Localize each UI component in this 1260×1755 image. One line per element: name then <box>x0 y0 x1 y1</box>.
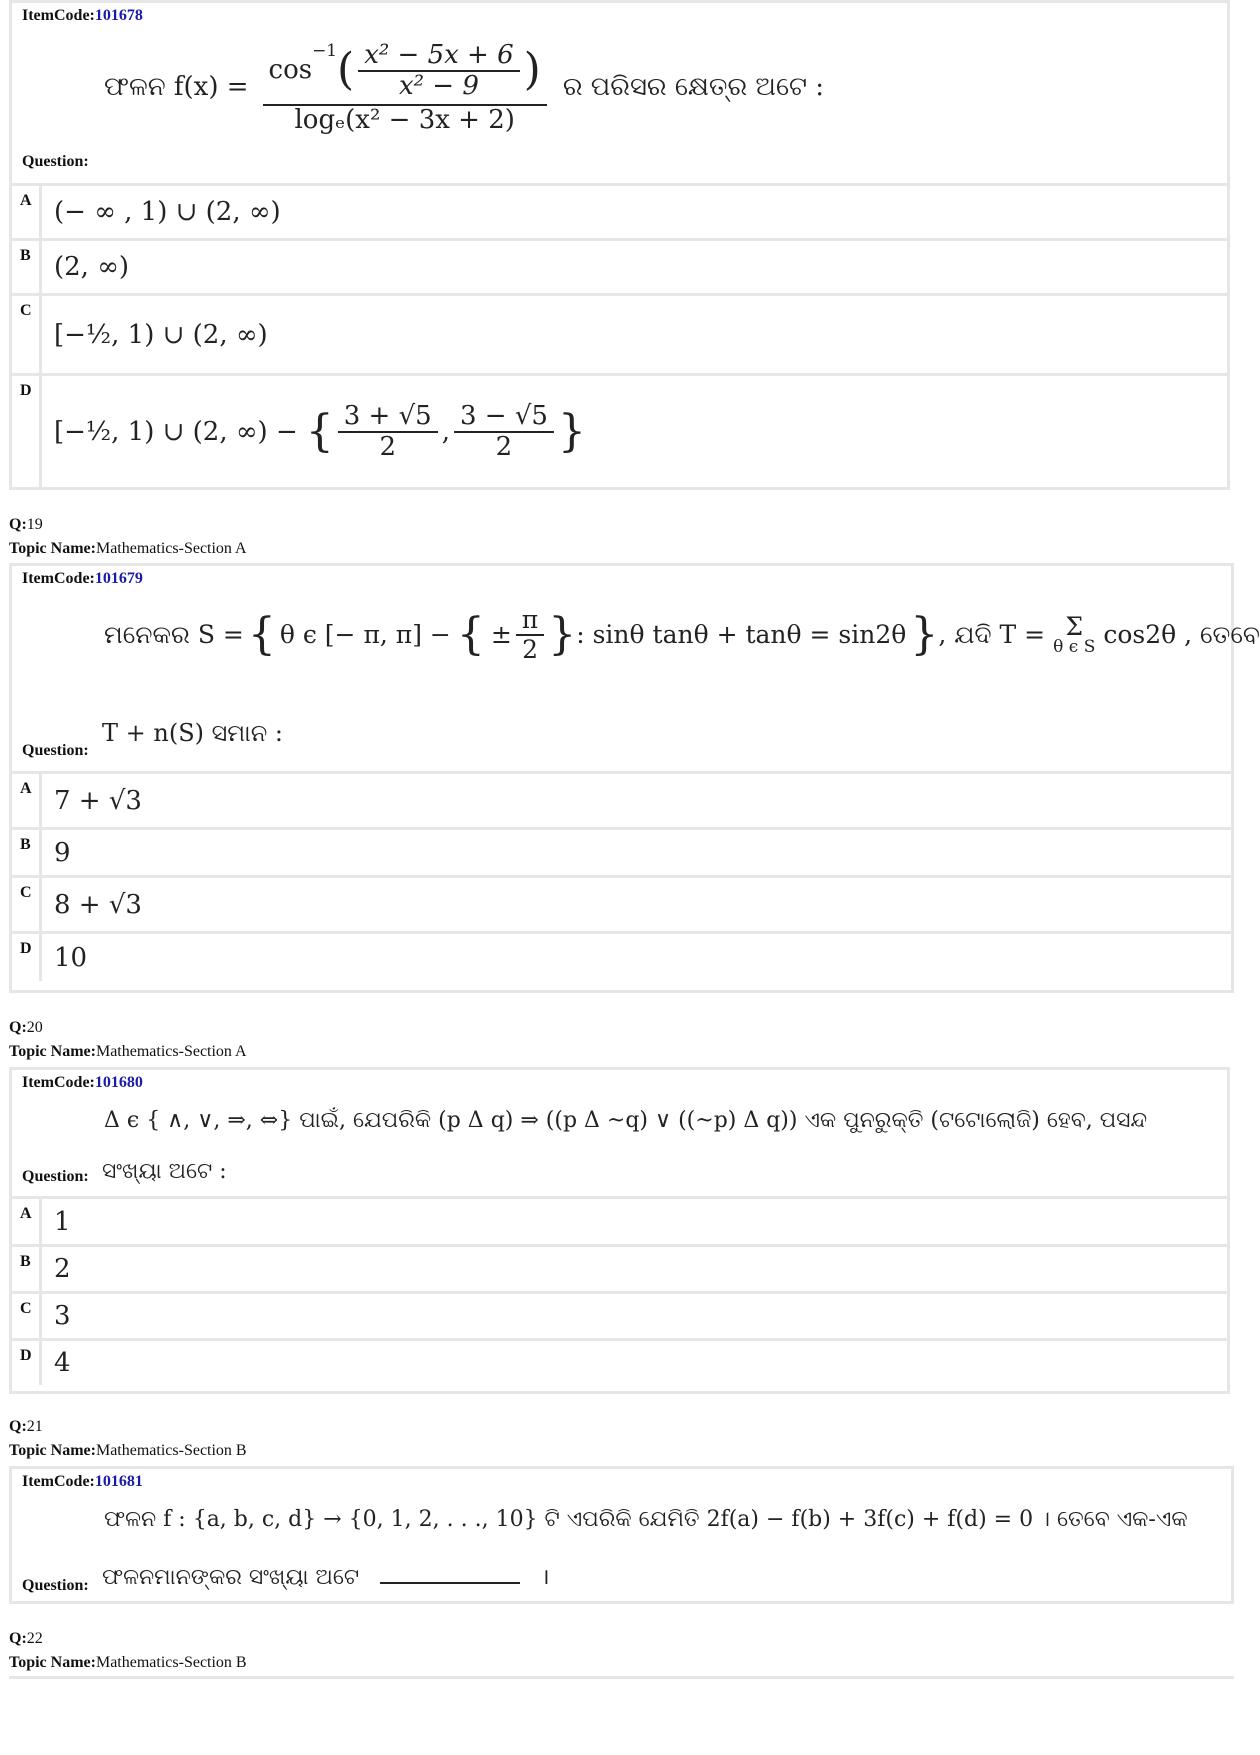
line1-d: : sinθ tanθ + tanθ = sin2θ <box>576 620 907 649</box>
topic-value: Mathematics-Section B <box>95 1654 247 1671</box>
q-number: 21 <box>26 1418 43 1435</box>
line1-c: ± <box>490 620 512 649</box>
q-label: Q: <box>9 516 27 533</box>
question-line-1 <box>104 606 1260 663</box>
line2-end: । <box>541 1565 550 1590</box>
option-letter: D <box>12 376 42 487</box>
q-number: 19 <box>26 516 43 533</box>
fraction-1-den: 2 <box>379 431 396 462</box>
left-brace: { <box>247 609 276 660</box>
question-label: Question: <box>22 153 89 170</box>
question-line-2: T + n(S) ସମାନ : <box>102 719 283 747</box>
item-code-value: 101679 <box>94 570 143 587</box>
option-d[interactable] <box>12 373 1227 487</box>
line1-a: ମନେକର S = <box>104 619 244 649</box>
topic-value: Mathematics-Section B <box>95 1442 247 1459</box>
q-label: Q: <box>9 1630 27 1647</box>
question-line-2: ସଂଖ୍ୟା ଅଟେ : <box>102 1159 227 1184</box>
item-code-value: 101681 <box>94 1473 143 1490</box>
option-text: [−½, 1) ∪ (2, ∞) <box>54 319 268 350</box>
question-line-2 <box>102 1561 550 1591</box>
option-letter: B <box>12 830 42 875</box>
item-code-value: 101678 <box>94 7 143 24</box>
main-fraction-denominator: logₑ(x² − 3x + 2) <box>294 105 515 136</box>
option-a[interactable] <box>12 183 1227 238</box>
q-number: 20 <box>26 1019 43 1036</box>
question-number <box>9 516 43 534</box>
option-text: 4 <box>54 1348 71 1378</box>
option-text: 8 + √3 <box>54 889 142 920</box>
answer-blank <box>380 1582 520 1584</box>
right-brace: } <box>557 406 586 457</box>
option-c[interactable] <box>12 1291 1227 1338</box>
fraction-1-num: 3 + √5 <box>338 402 438 433</box>
option-text: 7 + √3 <box>54 785 142 816</box>
question-number <box>9 1019 43 1037</box>
inner-right-brace: } <box>548 609 577 660</box>
option-text: (2, ∞) <box>54 252 130 282</box>
pi-num: π <box>516 606 544 636</box>
option-b[interactable] <box>12 1244 1227 1291</box>
sum-symbol: Σ <box>1065 611 1084 641</box>
main-fraction <box>263 41 547 135</box>
question-card-101678 <box>9 0 1230 490</box>
option-letter: C <box>12 296 42 373</box>
item-code-value: 101680 <box>94 1074 143 1091</box>
option-c[interactable] <box>12 293 1227 373</box>
option-c[interactable] <box>12 875 1231 931</box>
option-a[interactable] <box>12 1196 1227 1244</box>
option-letter: C <box>12 878 42 931</box>
question-label: Question: <box>22 1577 89 1594</box>
question-header <box>12 1070 1227 1196</box>
option-d-fraction-2 <box>454 402 554 461</box>
q-number: 22 <box>26 1630 43 1647</box>
option-b[interactable] <box>12 827 1231 875</box>
comma: , <box>441 416 450 447</box>
option-letter: D <box>12 1341 42 1385</box>
item-code-label: ItemCode: <box>22 1074 95 1091</box>
topic-name <box>9 540 247 558</box>
question-prefix: ଫଳନ f(x) = <box>104 72 249 103</box>
topic-name <box>9 1654 247 1672</box>
option-letter: B <box>12 1247 42 1291</box>
pi-over-2 <box>516 606 544 663</box>
item-code <box>22 7 143 25</box>
question-label: Question: <box>22 742 89 759</box>
option-letter: A <box>12 1199 42 1244</box>
line2-text: ଫଳନମାନଙ୍କର ସଂଖ୍ୟା ଅଟେ <box>102 1565 360 1590</box>
q-label: Q: <box>9 1019 27 1036</box>
question-number <box>9 1630 43 1648</box>
next-card-border <box>9 1676 1234 1679</box>
option-b[interactable] <box>12 238 1227 293</box>
question-text <box>104 41 824 135</box>
option-a[interactable] <box>12 771 1231 827</box>
question-number <box>9 1418 43 1436</box>
numerator-sup: −1 <box>312 40 338 60</box>
topic-label: Topic Name: <box>9 1043 96 1060</box>
topic-label: Topic Name: <box>9 1654 96 1671</box>
option-letter: D <box>12 934 42 981</box>
option-text: 3 <box>54 1301 71 1331</box>
question-card-101680 <box>9 1067 1230 1394</box>
fraction-2-den: 2 <box>495 431 513 462</box>
option-letter: C <box>12 1294 42 1338</box>
q-label: Q: <box>9 1418 27 1435</box>
option-d-fraction-1 <box>338 402 438 461</box>
topic-name <box>9 1043 247 1061</box>
question-line-1: Δ ϵ { ∧, ∨, ⇒, ⇔} ପାଇଁ, ଯେପରିକି (p Δ q) ⇒ ((p Δ ~q) ∨ ((~p) Δ q)) ଏକ ପୁନରୁକ୍ତି (ଟଟୋଲୋଜି) ହେବ, ପସନ୍ଦ <box>104 1108 1148 1133</box>
item-code <box>22 1074 143 1092</box>
right-brace: } <box>910 609 939 660</box>
item-code-label: ItemCode: <box>22 570 95 587</box>
option-letter: B <box>12 241 42 293</box>
item-code-label: ItemCode: <box>22 1473 95 1490</box>
option-d[interactable] <box>12 931 1231 981</box>
left-paren: ( <box>337 44 355 96</box>
item-code <box>22 570 143 588</box>
question-label: Question: <box>22 1168 89 1185</box>
item-code <box>22 1473 143 1491</box>
option-text: 10 <box>54 942 88 973</box>
inner-denominator: x² − 9 <box>398 70 479 101</box>
left-brace: { <box>305 406 334 457</box>
question-header <box>12 566 1260 771</box>
main-fraction-numerator <box>263 41 547 106</box>
inner-numerator: x² − 5x + 6 <box>358 41 519 72</box>
line1-f: cos2θ , ତେବେ <box>1103 619 1260 649</box>
option-text: (− ∞ , 1) ∪ (2, ∞) <box>54 197 281 227</box>
option-d[interactable] <box>12 1338 1227 1385</box>
fraction-2-num: 3 − √5 <box>454 402 554 433</box>
question-header <box>12 3 1227 183</box>
option-text: 1 <box>54 1206 71 1237</box>
option-d-part-a: [−½, 1) ∪ (2, ∞) − <box>54 416 298 447</box>
topic-value: Mathematics-Section A <box>95 1043 247 1060</box>
topic-label: Topic Name: <box>9 540 96 557</box>
inner-fraction <box>358 41 519 100</box>
right-paren: ) <box>523 44 541 96</box>
question-suffix: ର ପରିସର କ୍ଷେତ୍ର ଅଟେ : <box>562 72 825 103</box>
option-text: 9 <box>54 837 71 868</box>
summation <box>1053 611 1096 657</box>
line1-b: θ ϵ [− π, π] − <box>279 620 451 649</box>
topic-label: Topic Name: <box>9 1442 96 1459</box>
numerator-func: cos <box>268 55 313 86</box>
option-letter: A <box>12 186 42 238</box>
topic-value: Mathematics-Section A <box>95 540 247 557</box>
pi-den: 2 <box>522 634 538 664</box>
sum-subscript: θ ϵ S <box>1053 636 1096 657</box>
option-text: 2 <box>54 1254 71 1284</box>
topic-name <box>9 1442 247 1460</box>
item-code-label: ItemCode: <box>22 7 95 24</box>
option-text <box>42 376 1227 487</box>
question-card-101681 <box>9 1466 1234 1604</box>
question-line-1: ଫଳନ f : {a, b, c, d} → {0, 1, 2, . . ., 10} ଟି ଏପରିକି ଯେମିତି 2f(a) − f(b) + 3f(c) + f(d) = 0 । ତେବେ ଏକ-ଏକ <box>104 1507 1188 1532</box>
inner-left-brace: { <box>456 609 485 660</box>
line1-e: , ଯଦି T = <box>938 619 1046 649</box>
question-card-101679 <box>9 563 1260 993</box>
option-letter: A <box>12 774 42 827</box>
